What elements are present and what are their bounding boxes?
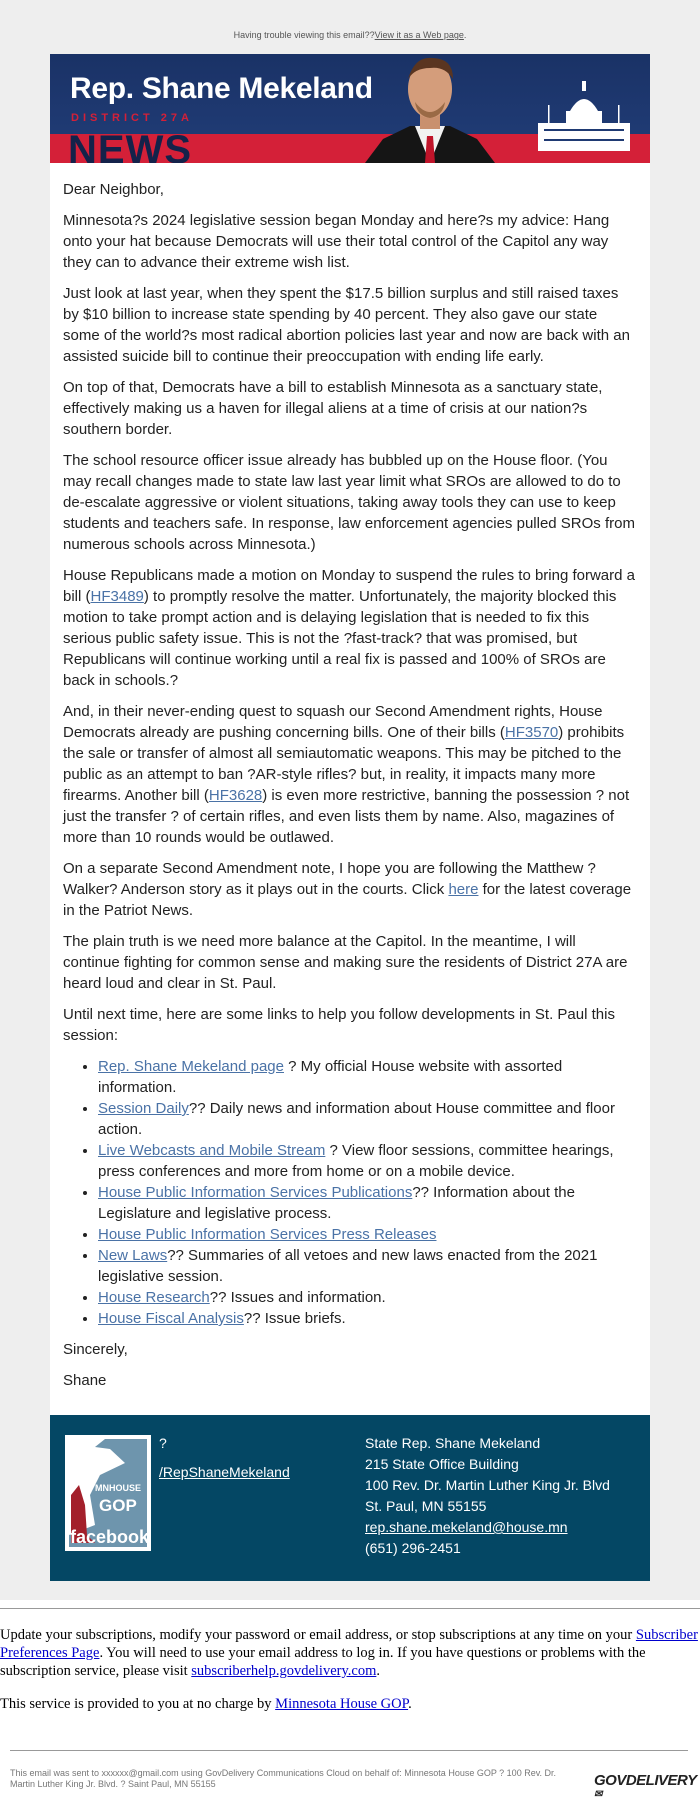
resource-list-item — [98, 1287, 635, 1308]
capitol-icon — [538, 79, 630, 151]
resource-description: ?? Information about the Legislature and legislative process. — [98, 1184, 575, 1222]
address-line: 100 Rev. Dr. Martin Luther King Jr. Blvd — [365, 1477, 610, 1493]
resource-list-item — [98, 1056, 635, 1098]
office-address — [365, 1433, 610, 1559]
divider — [0, 1608, 700, 1609]
banner-news: NEWS — [68, 128, 192, 163]
preheader — [0, 30, 700, 40]
representative-photo — [365, 54, 495, 163]
resource-link[interactable]: House Research — [98, 1289, 210, 1306]
letter-paragraph — [63, 1004, 635, 1046]
resource-link[interactable]: Session Daily — [98, 1100, 189, 1117]
bill-link[interactable]: HF3570 — [504, 724, 559, 741]
paragraph-text: Just look at last year, when they spent the $17.5 billion surplus and still raised taxes by $10 billion to increase state spending by 40 percent. They also gave our state some of the world?s most radical abortion policies last year and now are back with an assisted suicide bill to continue their preoccupation with ending life early. — [63, 285, 630, 365]
letter-content — [63, 179, 635, 1401]
resource-description: ?? Issue briefs. — [243, 1310, 346, 1327]
phone-number: (651) 296-2451 — [365, 1540, 461, 1556]
paragraph-text: ) prohibits the sale or transfer of almost all semiautomatic weapons. This may be pitched to the public as an attempt to ban ?AR-style rifles? but, in reality, it impacts many more firearms. Another bill ( — [63, 724, 625, 804]
resource-link[interactable]: Rep. Shane Mekeland page — [98, 1058, 284, 1075]
legal-notice: This email was sent to xxxxxx@gmail.com using GovDelivery Communications Cloud on behalf of: Minnesota House GOP ? 100 Rev. Dr. Martin Luther King Jr. Blvd. ? Saint Paul, MN 55155 — [10, 1768, 557, 1789]
resource-link[interactable]: House Fiscal Analysis — [98, 1310, 244, 1327]
resource-description: ? View floor sessions, committee hearings, press conferences and more from home or on a mobile device. — [98, 1142, 614, 1180]
resource-description: ? My official House website with assorted information. — [98, 1058, 563, 1096]
resource-description: ?? Issues and information. — [209, 1289, 386, 1306]
letter-paragraph — [63, 701, 635, 848]
govdelivery-logo[interactable] — [594, 1772, 700, 1806]
resource-link[interactable]: Live Webcasts and Mobile Stream — [98, 1142, 326, 1159]
paragraph-text: Dear Neighbor, — [63, 181, 164, 198]
subscriber-help-link[interactable]: subscriberhelp.govdelivery.com — [191, 1663, 377, 1679]
paragraph-text: House Republicans made a motion on Monday to suspend the rules to bring forward a bill ( — [63, 567, 635, 605]
letter-paragraph — [63, 210, 635, 273]
paragraph-text: The plain truth is we need more balance at the Capitol. In the meantime, I will continue fighting for common sense and making sure the residents of District 27A are heard loud and clear in St. Paul. — [63, 933, 628, 992]
subscription-notice — [0, 1626, 700, 1728]
letter-paragraph — [63, 283, 635, 367]
resource-list-item — [98, 1245, 635, 1287]
provider-text: . — [408, 1696, 412, 1712]
view-web-page-link[interactable]: View it as a Web page — [374, 30, 464, 40]
facebook-wordmark[interactable]: facebook — [70, 1527, 150, 1547]
paragraph-text: for the latest coverage in the Patriot News. — [63, 881, 632, 919]
paragraph-text: On a separate Second Amendment note, I hope you are following the Matthew ?Walker? Anderson story as it plays out in the courts. Click — [63, 860, 596, 898]
resource-link[interactable]: House Public Information Services Publications — [98, 1184, 413, 1201]
resource-list-item — [98, 1224, 635, 1245]
subscription-text: . You will need to use your email address to log in. If you have questions or problems with the subscription service, please visit — [0, 1645, 646, 1679]
contact-footer — [50, 1415, 650, 1581]
facebook-handle-link[interactable]: /RepShaneMekeland — [159, 1464, 290, 1480]
divider — [10, 1750, 688, 1751]
provider-text: This service is provided to you at no charge by — [0, 1696, 276, 1712]
bill-link[interactable]: HF3628 — [208, 787, 263, 804]
closing: Sincerely, — [63, 1341, 128, 1358]
resource-description: ?? Summaries of all vetoes and new laws enacted from the 2021 legislative session. — [98, 1247, 598, 1285]
letter-paragraph — [63, 450, 635, 555]
letter-paragraph — [63, 565, 635, 691]
banner-title: Rep. Shane Mekeland — [70, 72, 373, 105]
resource-list-item — [98, 1140, 635, 1182]
paragraph-text: ) is even more restrictive, banning the possession ? not just the transfer ? of certain rifles, and even lists them by name. Also, magazines of more than 10 rounds would be outlawed. — [63, 787, 630, 846]
subscription-text: . — [376, 1663, 380, 1679]
paragraph-text: On top of that, Democrats have a bill to establish Minnesota as a sanctuary state, effectively making us a haven for illegal aliens at a time of crisis at our nation?s southern border. — [63, 379, 603, 438]
address-line: St. Paul, MN 55155 — [365, 1498, 487, 1514]
bill-link[interactable]: HF3489 — [90, 588, 144, 605]
address-line: 215 State Office Building — [365, 1456, 519, 1472]
envelope-icon: ✉ — [594, 1789, 602, 1800]
paragraph-text: Until next time, here are some links to help you follow developments in St. Paul this session: — [63, 1006, 615, 1044]
address-line: State Rep. Shane Mekeland — [365, 1435, 541, 1451]
preheader-text: Having trouble viewing this email?? — [233, 30, 375, 40]
paragraph-text: Minnesota?s 2024 legislative session began Monday and here?s my advice: Hang onto your hat because Democrats will use their total control of the Capitol any way they can to advance their extreme wish list. — [63, 212, 610, 271]
bill-link[interactable]: here — [448, 881, 479, 898]
svg-text:MNHOUSE: MNHOUSE — [95, 1483, 142, 1493]
banner-district: DISTRICT 27A — [71, 112, 193, 124]
resource-list-item — [98, 1098, 635, 1140]
letter-paragraph — [63, 931, 635, 994]
subscription-text: Update your subscriptions, modify your password or email address, or stop subscriptions at any time on your — [0, 1627, 636, 1643]
govdelivery-wordmark: GOVDELIVERY — [594, 1772, 697, 1789]
resource-list-item — [98, 1182, 635, 1224]
footer-question-mark: ? — [159, 1435, 167, 1451]
resource-link[interactable]: House Public Information Services Press Releases — [98, 1226, 437, 1243]
letter-paragraph — [63, 858, 635, 921]
resource-links-list — [63, 1056, 635, 1329]
email-link[interactable]: rep.shane.mekeland@house.mn — [365, 1519, 568, 1535]
email-body-card — [50, 163, 650, 1415]
resource-list-item — [98, 1308, 635, 1329]
paragraph-text: ) to promptly resolve the matter. Unfortunately, the majority blocked this motion to take prompt action and is delaying legislation that is needed to fix this serious public safety issue. This is not the ?fast-track? that was promised, but Republicans will continue working until a real fix is passed and 100% of SROs are back in schools.? — [63, 588, 617, 689]
paragraph-text: The school resource officer issue already has bubbled up on the House floor. (You may recall changes made to state law last year limit what SROs are allowed to do to de-escalate aggressive or violent situations, taking away tools they can use to keep students and teachers safe. In response, law enforcement agencies pulled SROs from numerous schools across Minnesota.) — [63, 452, 635, 553]
minnesota-house-gop-link[interactable]: Minnesota House GOP — [275, 1696, 409, 1712]
header-banner — [50, 54, 650, 163]
svg-text:GOP: GOP — [99, 1496, 137, 1515]
greeting — [63, 179, 635, 200]
subscriber-preferences-link[interactable]: Subscriber Preferences Page — [0, 1627, 698, 1661]
letter-paragraph — [63, 377, 635, 440]
preheader-suffix: . — [463, 30, 467, 40]
paragraph-text: And, in their never-ending quest to squash our Second Amendment rights, House Democrats already are pushing concerning bills. One of their bills ( — [63, 703, 603, 741]
signature: Shane — [63, 1372, 107, 1389]
resource-link[interactable]: New Laws — [98, 1247, 168, 1264]
resource-description: ?? Daily news and information about House committee and floor action. — [98, 1100, 615, 1138]
